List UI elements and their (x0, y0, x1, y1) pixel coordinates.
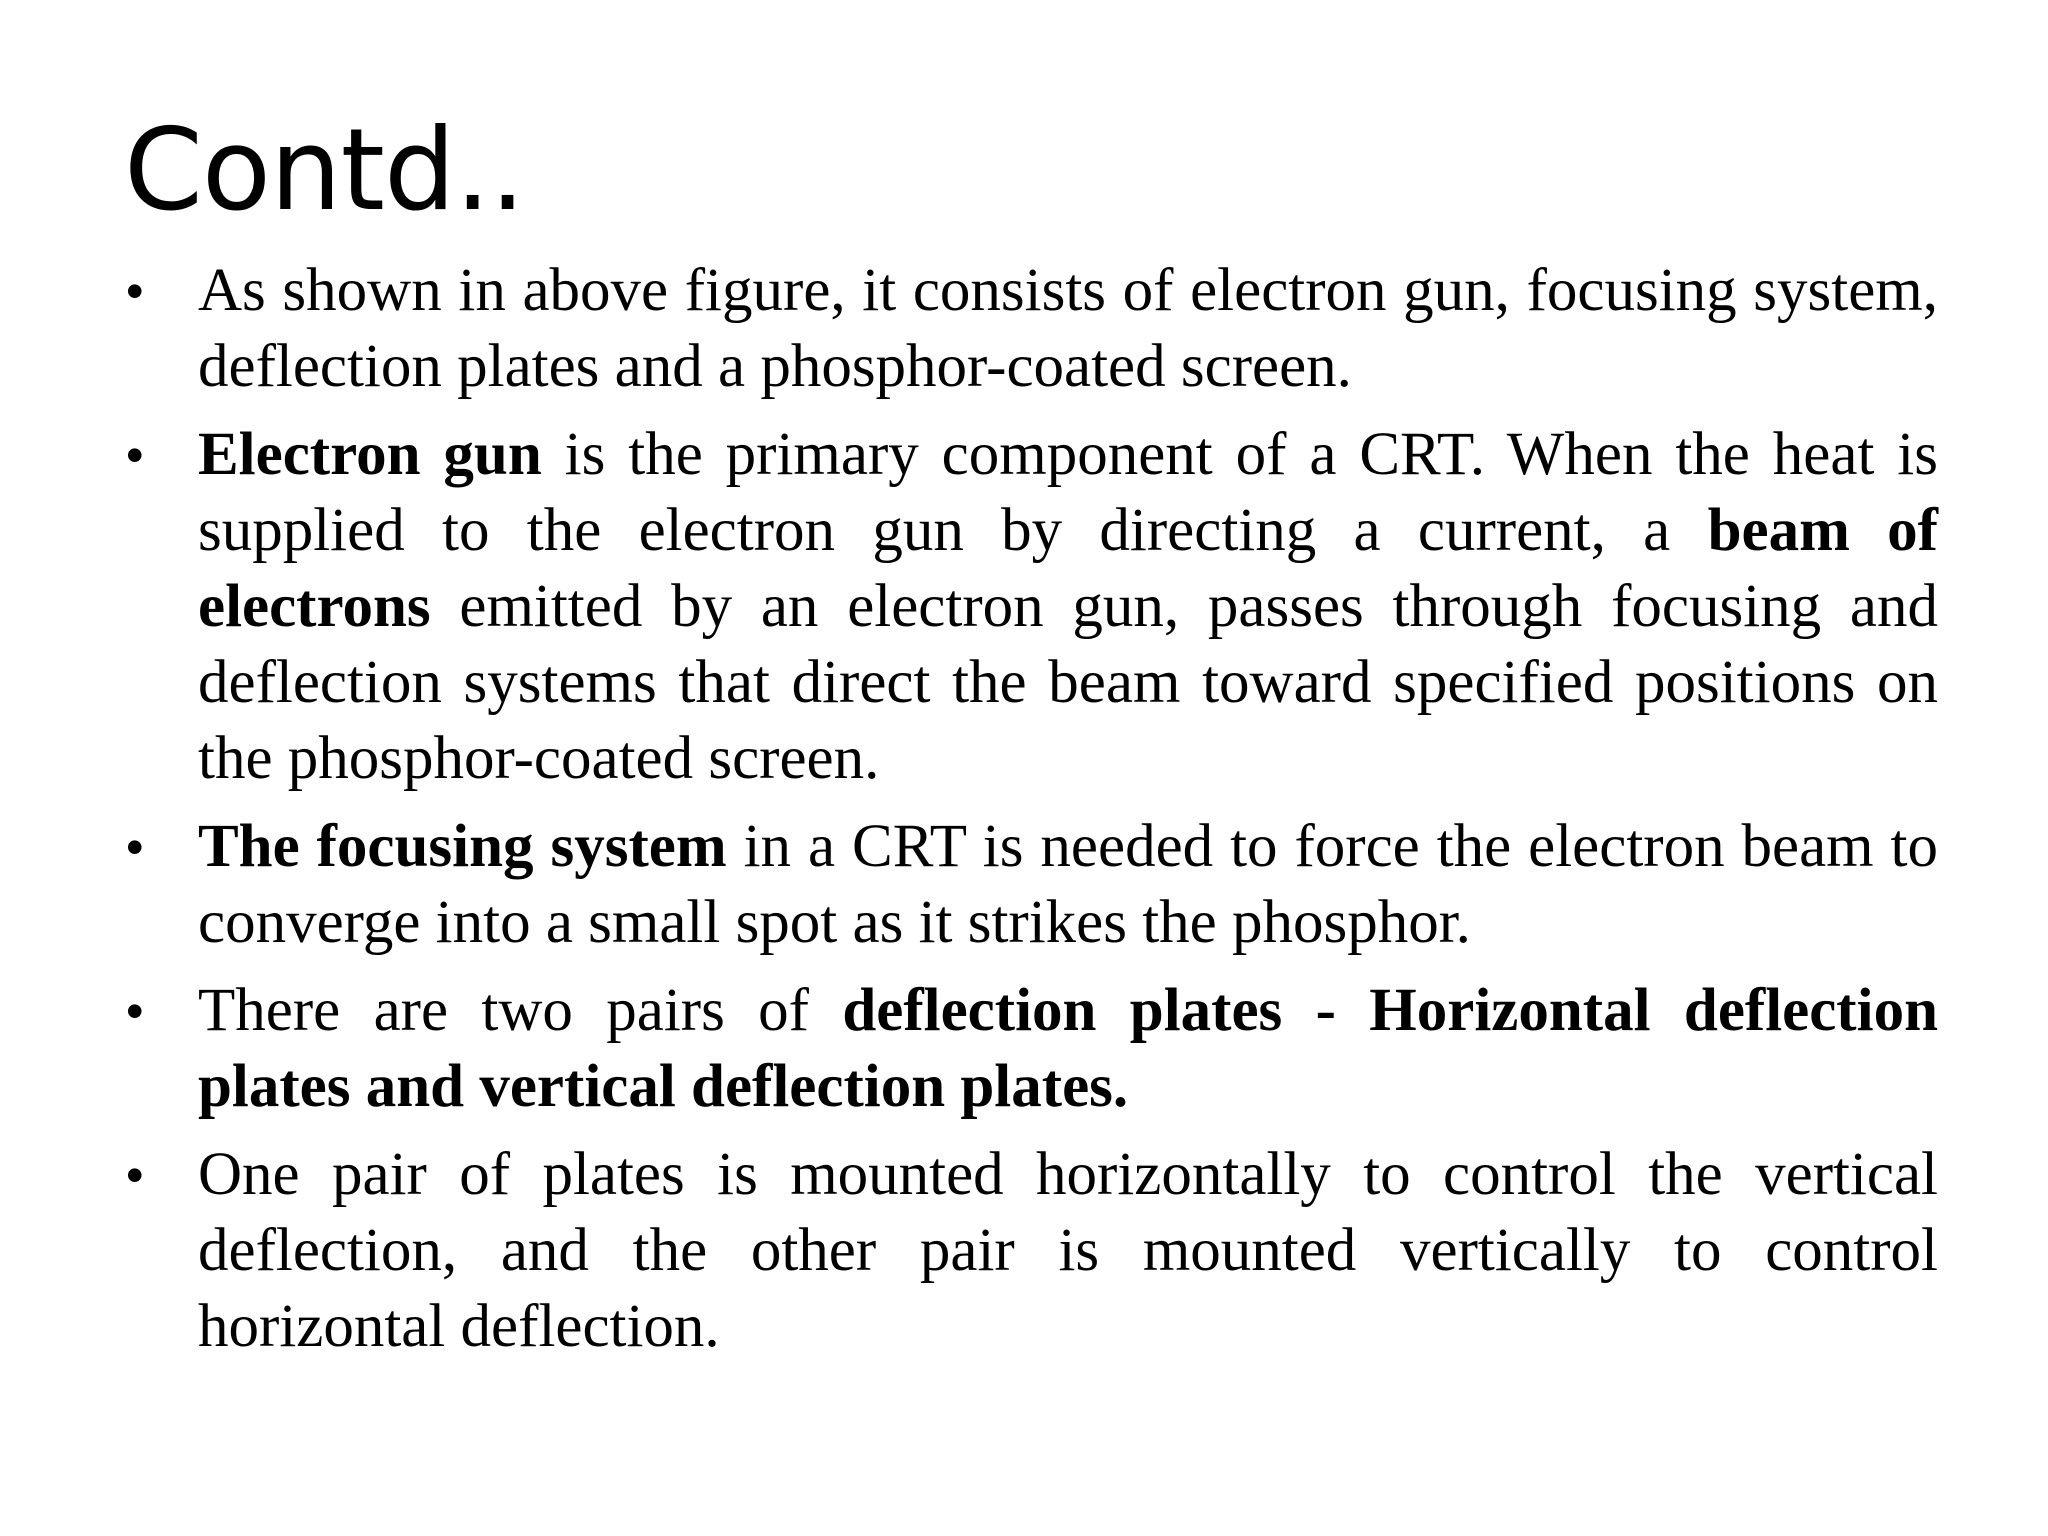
bold-term-focusing-system: The focusing system (198, 813, 727, 880)
bullet-point-icon: • (126, 1147, 144, 1203)
bullet-item (124, 253, 1938, 405)
bullet-point-icon: • (126, 427, 144, 483)
bullet-text: One pair of plates is mounted horizontally to control the vertical deflection, and the other pair is mounted vertically to control horizontal deflection. (198, 1141, 1938, 1360)
bullet-item (124, 417, 1938, 797)
bullet-item (124, 1137, 1938, 1365)
bullet-point-icon: • (126, 263, 144, 319)
bullet-text: emitted by an electron gun, passes through focusing and deflection systems that direct the beam toward specified positions on the phosphor-coated screen. (198, 573, 1938, 792)
bullet-point-icon: • (126, 819, 144, 875)
slide-title: Contd.. (124, 104, 525, 236)
bullet-text: is the primary component of a CRT. When the heat is supplied to the electron gun by directing a current, a (198, 421, 1938, 564)
bold-term-electron-gun: Electron gun (198, 421, 542, 488)
bullet-point-icon: • (126, 983, 144, 1039)
bold-term-deflection-plates: deflection plates - Horizontal deflection plates and vertical deflection plates. (198, 977, 1938, 1120)
bullet-item (124, 973, 1938, 1125)
bullet-text: There are two pairs of (198, 977, 843, 1044)
bold-term-beam-of-electrons: beam of electrons (198, 497, 1938, 640)
bullet-item (124, 809, 1938, 961)
bullet-text: As shown in above figure, it consists of electron gun, focusing system, deflection plates and a phosphor-coated screen. (198, 257, 1938, 400)
bullet-list (124, 253, 1938, 1377)
bullet-text: in a CRT is needed to force the electron beam to converge into a small spot as it strikes the phosphor. (198, 813, 1938, 956)
